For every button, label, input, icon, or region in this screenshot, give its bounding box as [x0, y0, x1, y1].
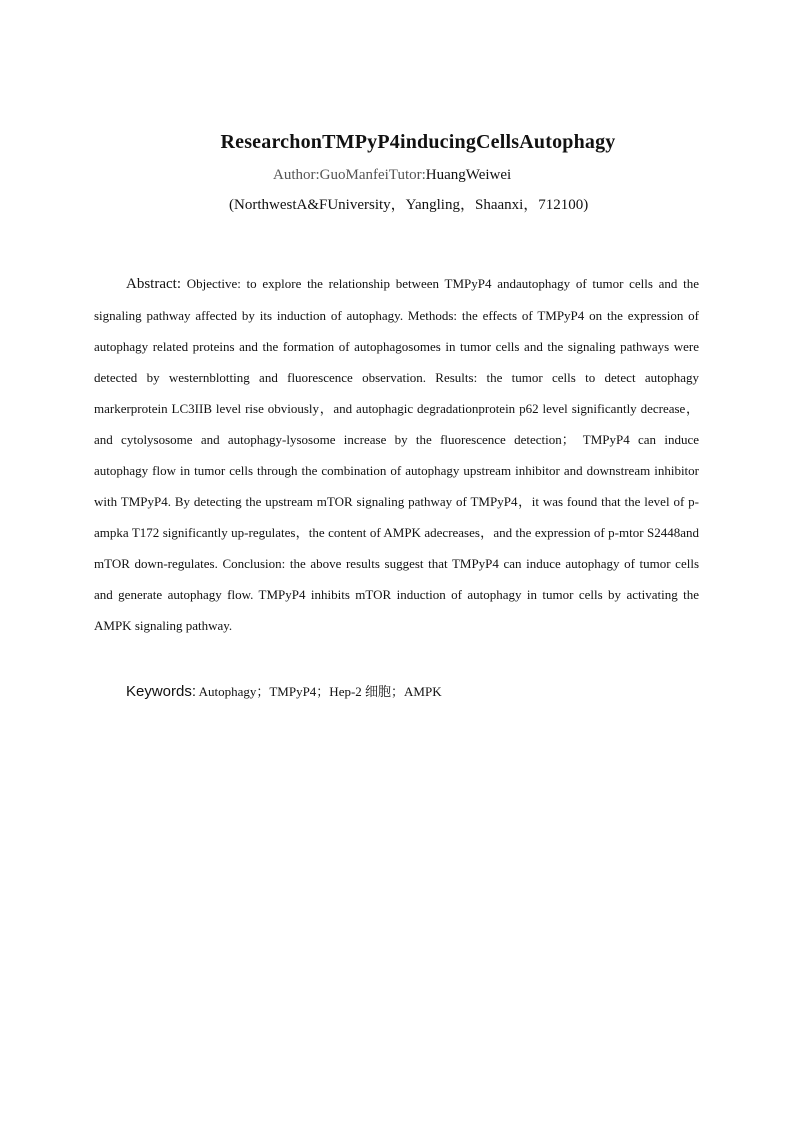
author-label: Author:GuoManfeiTutor: [273, 167, 426, 183]
abstract-label: Abstract: [126, 276, 181, 292]
keywords-line [126, 681, 442, 700]
abstract-paragraph [94, 268, 699, 641]
affiliation: (NorthwestA&FUniversity，Yangling，Shaanxi，712100) [229, 197, 589, 213]
abstract-text: Objective: to explore the relationship between TMPyP4 andautophagy of tumor cells and the signaling pathway affected by its induction of autophagy. Methods: the effects of TMPyP4 on the expression of autophagy related proteins and the formation of autophagosomes in tumor cells and the signaling pathways were detected by westernblotting and fluorescence observation. Results: the tumor cells to detect autophagy markerprotein LC3IIB level rise obviously，and autophagic degradationprotein p62 level significantly decrease， and cytolysosome and autophagy-lysosome increase by the fluorescence detection； TMPyP4 can induce autophagy flow in tumor cells through the combination of autophagy upstream inhibitor and downstream inhibitor with TMPyP4. By detecting the upstream mTOR signaling pathway of TMPyP4，it was found that the level of p-ampka T172 significantly up-regulates，the content of AMPK adecreases，and the expression of p-mtor S2448and mTOR down-regulates. Conclusion: the above results suggest that TMPyP4 can induce autophagy of tumor cells and generate autophagy flow. TMPyP4 inhibits mTOR induction of autophagy in tumor cells by activating the AMPK signaling pathway. [94, 276, 700, 633]
author-line [273, 167, 511, 184]
paper-title: ResearchonTMPyP4inducingCellsAutophagy [220, 131, 616, 153]
tutor-name: HuangWeiwei [425, 167, 512, 183]
keywords-label: Keywords: [126, 683, 197, 700]
keywords-text: Autophagy；TMPyP4；Hep-2 细胞；AMPK [198, 684, 442, 699]
